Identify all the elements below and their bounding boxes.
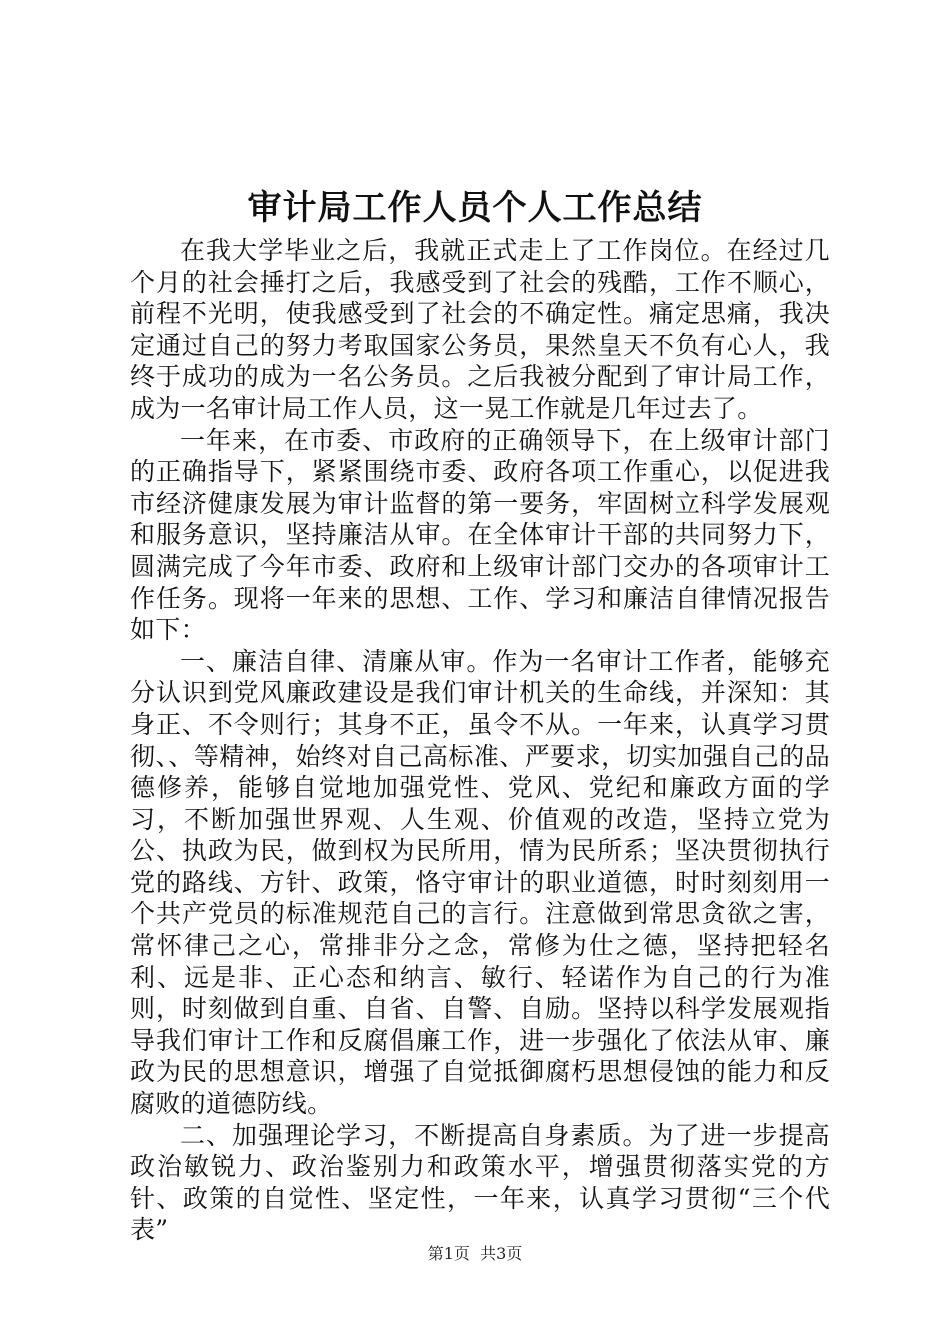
document-body [130,235,830,1246]
page-footer [0,1243,950,1265]
document-title: 审计局工作人员个人工作总结 [247,188,703,228]
paragraph-intro: 在我大学毕业之后，我就正式走上了工作岗位。在经过几个月的社会捶打之后，我感受到了社会的残酷，工作不顺心，前程不光明，使我感受到了社会的不确定性。痛定思痛，我决定通过自己的努力考取国家公务员，果然皇天不负有心人，我终于成功的成为一名公务员。之后我被分配到了审计局工作，成为一名审计局工作人员，这一晃工作就是几年过去了。 [130,236,830,423]
paragraph-integrity: 一、廉洁自律、清廉从审。作为一名审计工作者，能够充分认识到党风廉政建设是我们审计机关的生命线，并深知：其身正、不令则行；其身不正，虽令不从。一年来，认真学习贯彻、、等精神，始终对自己高标准、严要求，切实加强自己的品德修养，能够自觉地加强党性、党风、党纪和廉政方面的学习，不断加强世界观、人生观、价值观的改造，坚持立党为公、执政为民，做到权为民所用，情为民所系；坚决贯彻执行党的路线、方针、政策，恪守审计的职业道德，时时刻刻用一个共产党员的标准规范自己的言行。注意做到常思贪欲之害，常怀律己之心，常排非分之念，常修为仕之德，坚持把轻名利、远是非、正心态和纳言、敏行、轻诺作为自己的行为准则，时刻做到自重、自省、自警、自励。坚持以科学发展观指导我们审计工作和反腐倡廉工作，进一步强化了依法从审、廉政为民的思想意识，增强了自觉抵御腐朽思想侵蚀的能力和反腐败的道德防线。 [130,646,830,1119]
page-number: 第1页 [427,1244,470,1263]
paragraph-overview: 一年来，在市委、市政府的正确领导下，在上级审计部门的正确指导下，紧紧围绕市委、政府各项工作重心，以促进我市经济健康发展为审计监督的第一要务，牢固树立科学发展观和服务意识，坚持廉洁从审。在全体审计干部的共同努力下，圆满完成了今年市委、政府和上级审计部门交办的各项审计工作任务。现将一年来的思想、工作、学习和廉洁自律情况报告如下： [130,425,830,645]
page-total: 共3页 [480,1244,523,1263]
paragraph-study: 二、加强理论学习，不断提高自身素质。为了进一步提高政治敏锐力、政治鉴别力和政策水平，增强贯彻落实党的方针、政策的自觉性、坚定性，一年来，认真学习贯彻“三个代表” [130,1120,830,1245]
